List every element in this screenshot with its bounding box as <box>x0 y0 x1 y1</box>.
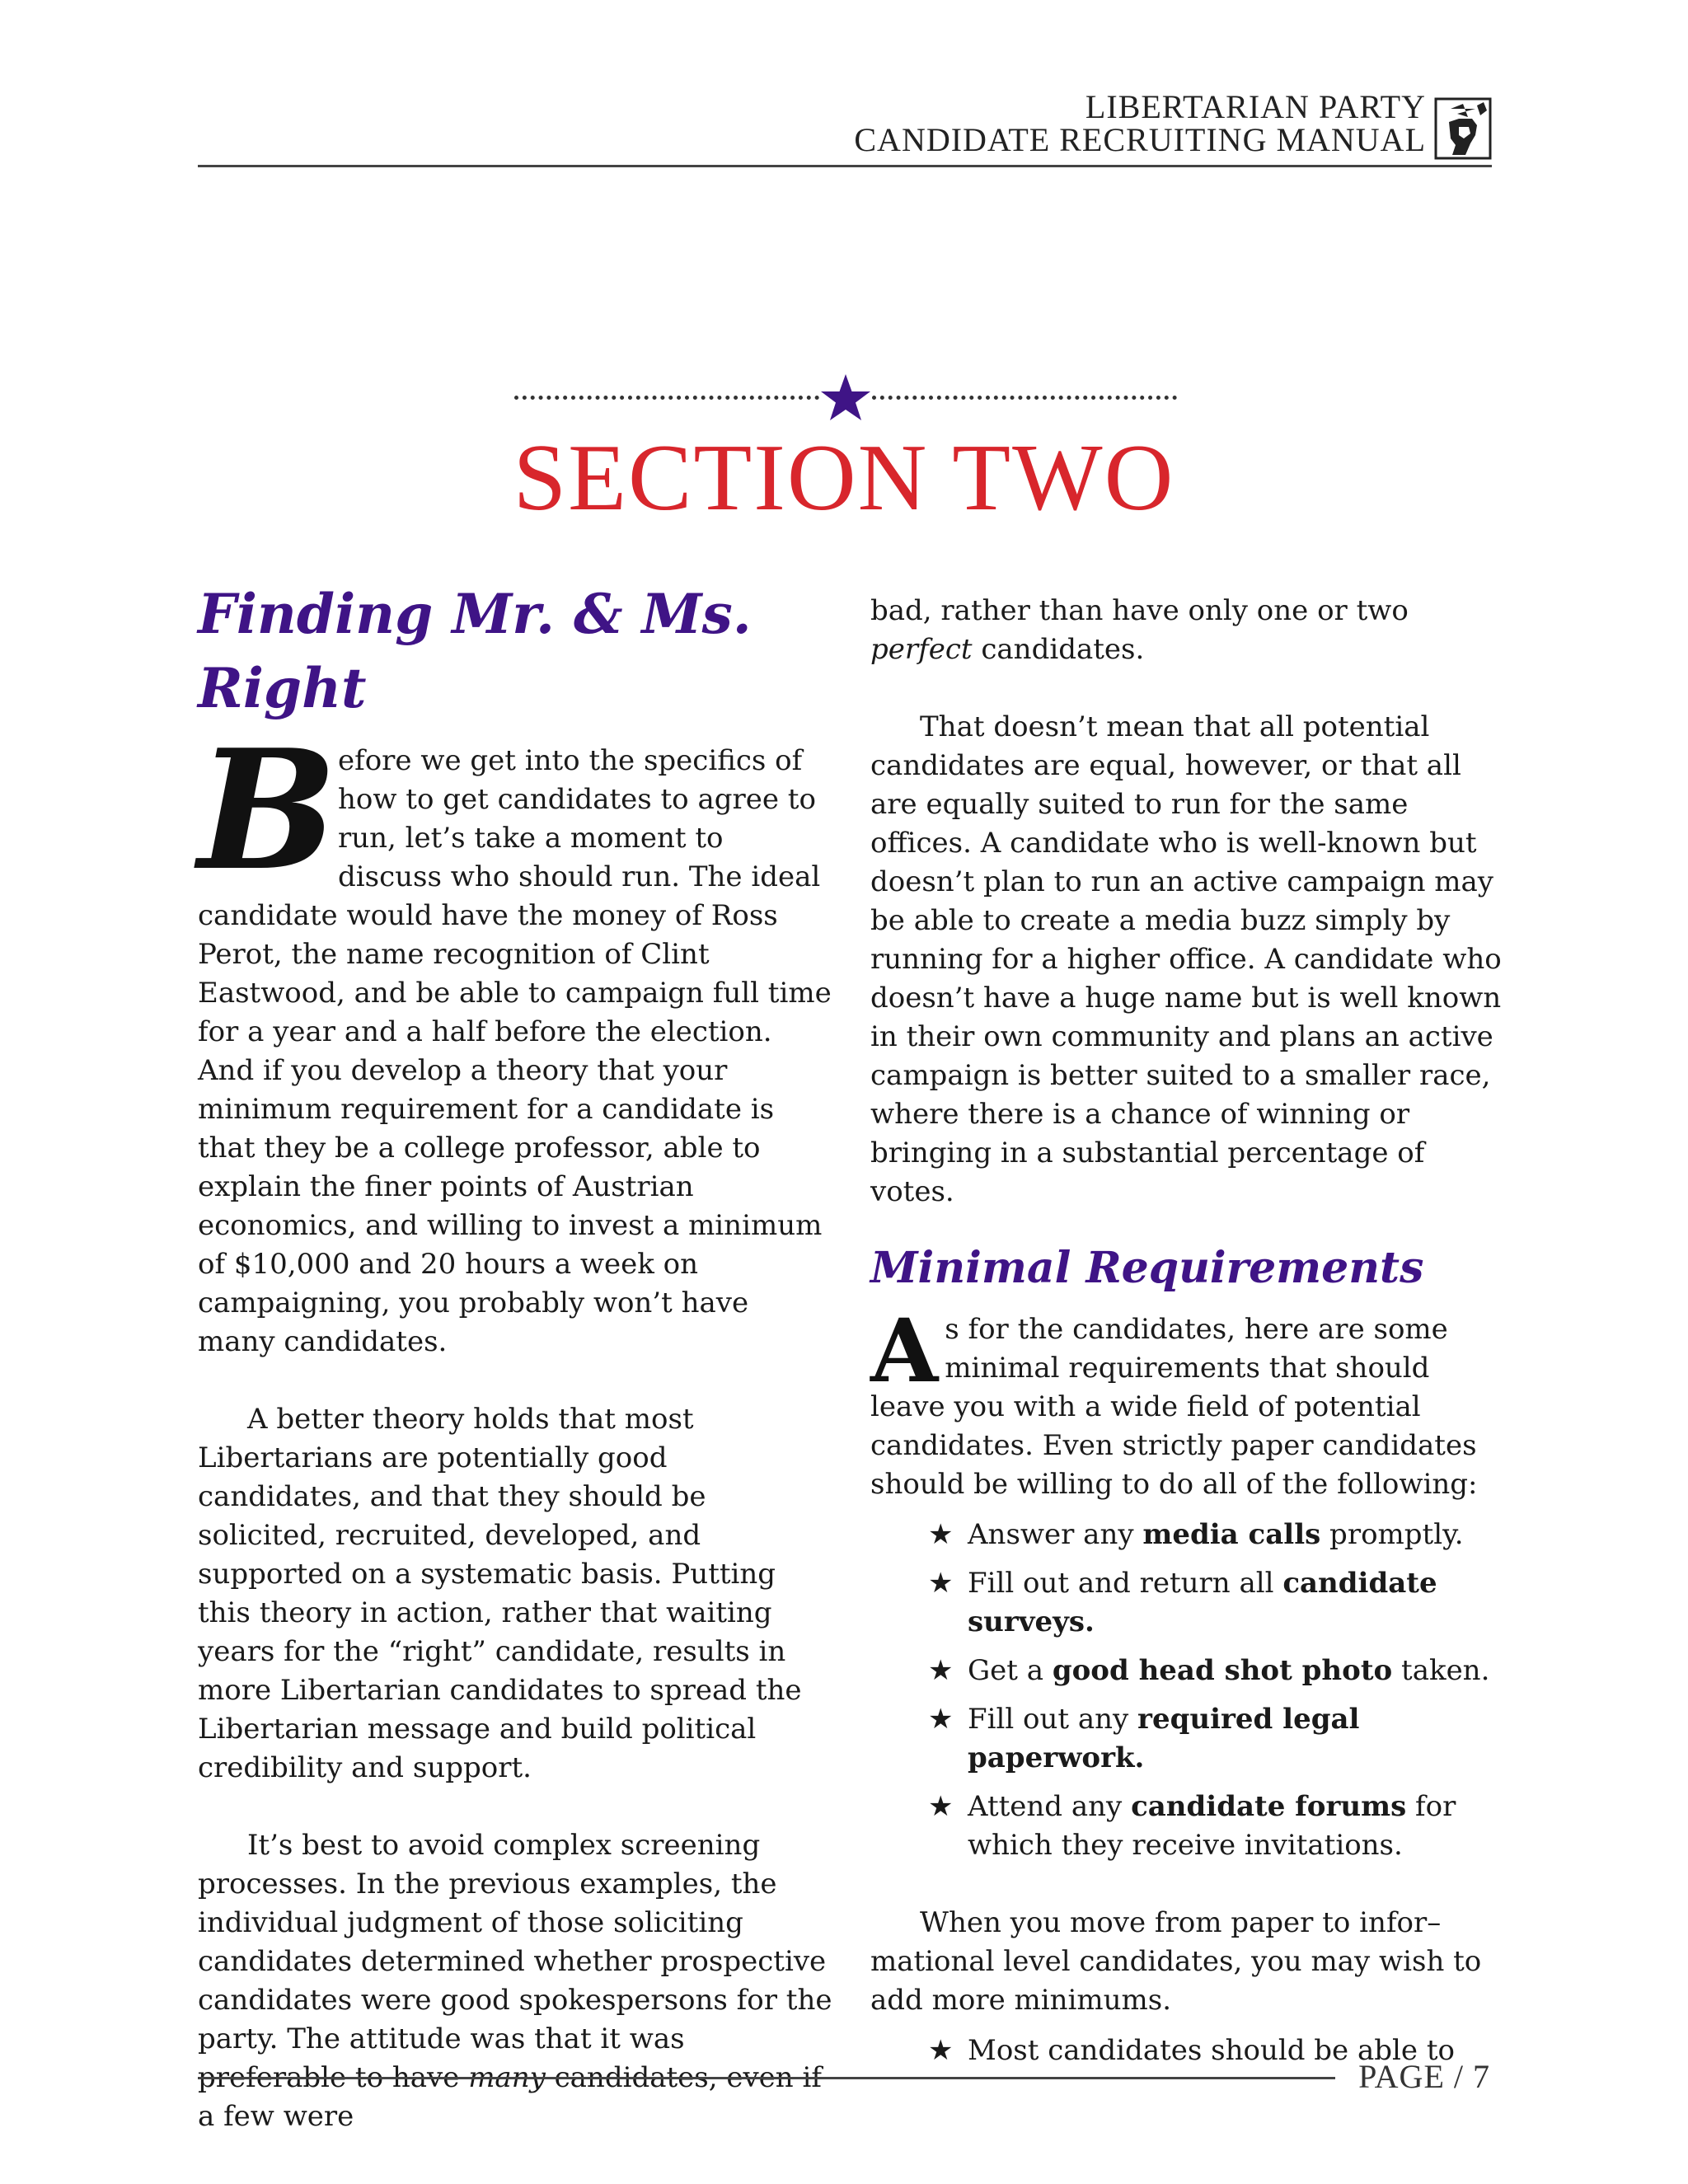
list-item <box>928 1700 1505 1778</box>
statue-of-liberty-icon <box>1434 97 1492 160</box>
emphasis-perfect: perfect <box>870 633 973 666</box>
paragraph-informational: When you move from paper to infor–mational level candidates, you may wish to add more minimums. <box>870 1906 1482 2017</box>
paragraph-screening-b: candidates, even if a few were <box>198 2061 822 2133</box>
bullet-star-icon: ★ <box>928 1703 954 1736</box>
heading-minimal-requirements: Minimal Requirements <box>870 1243 1424 1293</box>
header-title <box>854 88 1426 158</box>
header-line-1: LIBERTARIAN PARTY <box>1085 88 1426 125</box>
paragraph-requirements <box>870 1299 1505 1504</box>
ornament-dots-right <box>872 396 1177 400</box>
list-item-bold: candidate forums <box>1131 1790 1407 1823</box>
list-item-bold: required legal paperwork. <box>968 1703 1360 1774</box>
list-item-pre: Answer any <box>968 1518 1143 1551</box>
paragraph-continued <box>870 592 1505 669</box>
left-column <box>198 577 832 2136</box>
section-ornament <box>514 373 1177 425</box>
section-title: SECTION TWO <box>513 425 1175 531</box>
paragraph-better-theory: A better theory holds that most Libertarians are potentially good candidates, and that they should be solicited, recruited, developed, and supported on a systematic basis. Putting this theory in action, rather that waiting years for the “right” candidate, results in more Libertarian candidates to spread the Libertarian message and build political credibility and support. <box>198 1403 802 1784</box>
heading-finding-right: Finding Mr. & Ms. Right <box>198 582 752 720</box>
list-item-post: promptly. <box>1320 1518 1464 1551</box>
list-item-text: Most candidates should be able to <box>968 2034 1455 2067</box>
paragraph-not-equal: That doesn’t mean that all potential candidates are equal, however, or that all are equally suited to run for the same offices. A candidate who is well-known but doesn’t plan to run an active campaign may be able to create a media buzz simply by running for a higher office. A candidate who doesn’t have a huge name but is well known in their own community and plans an active campaign is better suited to a smaller race, where there is a chance of winning or bringing in a substantial percentage of votes. <box>870 710 1502 1208</box>
paragraph-continued-a: bad, rather than have only one or two <box>870 594 1409 627</box>
bullet-star-icon: ★ <box>928 1790 954 1823</box>
list-item-post: taken. <box>1392 1654 1490 1687</box>
emphasis-many: many <box>468 2061 546 2094</box>
paragraph-screening <box>198 1826 832 2136</box>
page-number: PAGE / 7 <box>1358 2058 1490 2095</box>
paragraph-screening-a: It’s best to avoid complex screening processes. In the previous examples, the individual judgment of those soliciting candidates determined whether prospective candidates were good spokespersons for the party. The attitude was that it was preferable to have <box>198 1829 832 2094</box>
page-header <box>198 89 1492 167</box>
requirements-list <box>870 1516 1505 1865</box>
bullet-star-icon: ★ <box>928 1654 954 1687</box>
list-item <box>928 1516 1505 1554</box>
footer-rule <box>198 2077 1335 2079</box>
bullet-star-icon: ★ <box>928 2034 954 2067</box>
paragraph-intro-text: efore we get into the specifics of how to get candidates to agree to run, let’s take a moment to discuss who should run. The ideal candidate would have the money of Ross Perot, the name recognition of Clint Eastwood, and be able to campaign full time for a year and a half before the election. And if you develop a theory that your minimum requirement for a candidate is that they be a college professor, able to explain the finer points of Austrian economics, and willing to invest a minimum of $10,000 and 20 hours a week on campaigning, you probably won’t have many candidates. <box>198 744 832 1358</box>
list-item-pre: Get a <box>968 1654 1053 1687</box>
list-item <box>928 1564 1505 1642</box>
right-column <box>870 592 1505 2080</box>
paragraph-requirements-text: s for the candidates, here are some minimal requirements that should leave you with a wide field of potential candidates. Even strictly paper candidates should be willing to do all of the following: <box>870 1313 1478 1501</box>
list-item-bold: media calls <box>1142 1518 1321 1551</box>
drop-cap-a: A <box>870 1299 939 1402</box>
star-icon <box>819 373 872 425</box>
list-item <box>928 1788 1505 1865</box>
paragraph-continued-b: candidates. <box>972 633 1145 666</box>
bullet-star-icon: ★ <box>928 1567 954 1600</box>
paragraph-intro <box>198 714 832 1361</box>
ornament-dots-left <box>514 396 819 400</box>
list-item-bold: candidate surveys. <box>968 1567 1437 1638</box>
drop-cap-b: B <box>198 714 338 907</box>
list-item-pre: Fill out any <box>968 1703 1138 1736</box>
list-item-bold: good head shot photo <box>1052 1654 1393 1687</box>
list-item <box>928 1652 1505 1690</box>
bullet-star-icon: ★ <box>928 1518 954 1551</box>
list-item-pre: Attend any <box>968 1790 1132 1823</box>
list-item-post: for which they receive invitations. <box>968 1790 1456 1862</box>
header-line-2: CANDIDATE RECRUITING MANUAL <box>854 121 1426 158</box>
list-item-pre: Fill out and return all <box>968 1567 1283 1600</box>
